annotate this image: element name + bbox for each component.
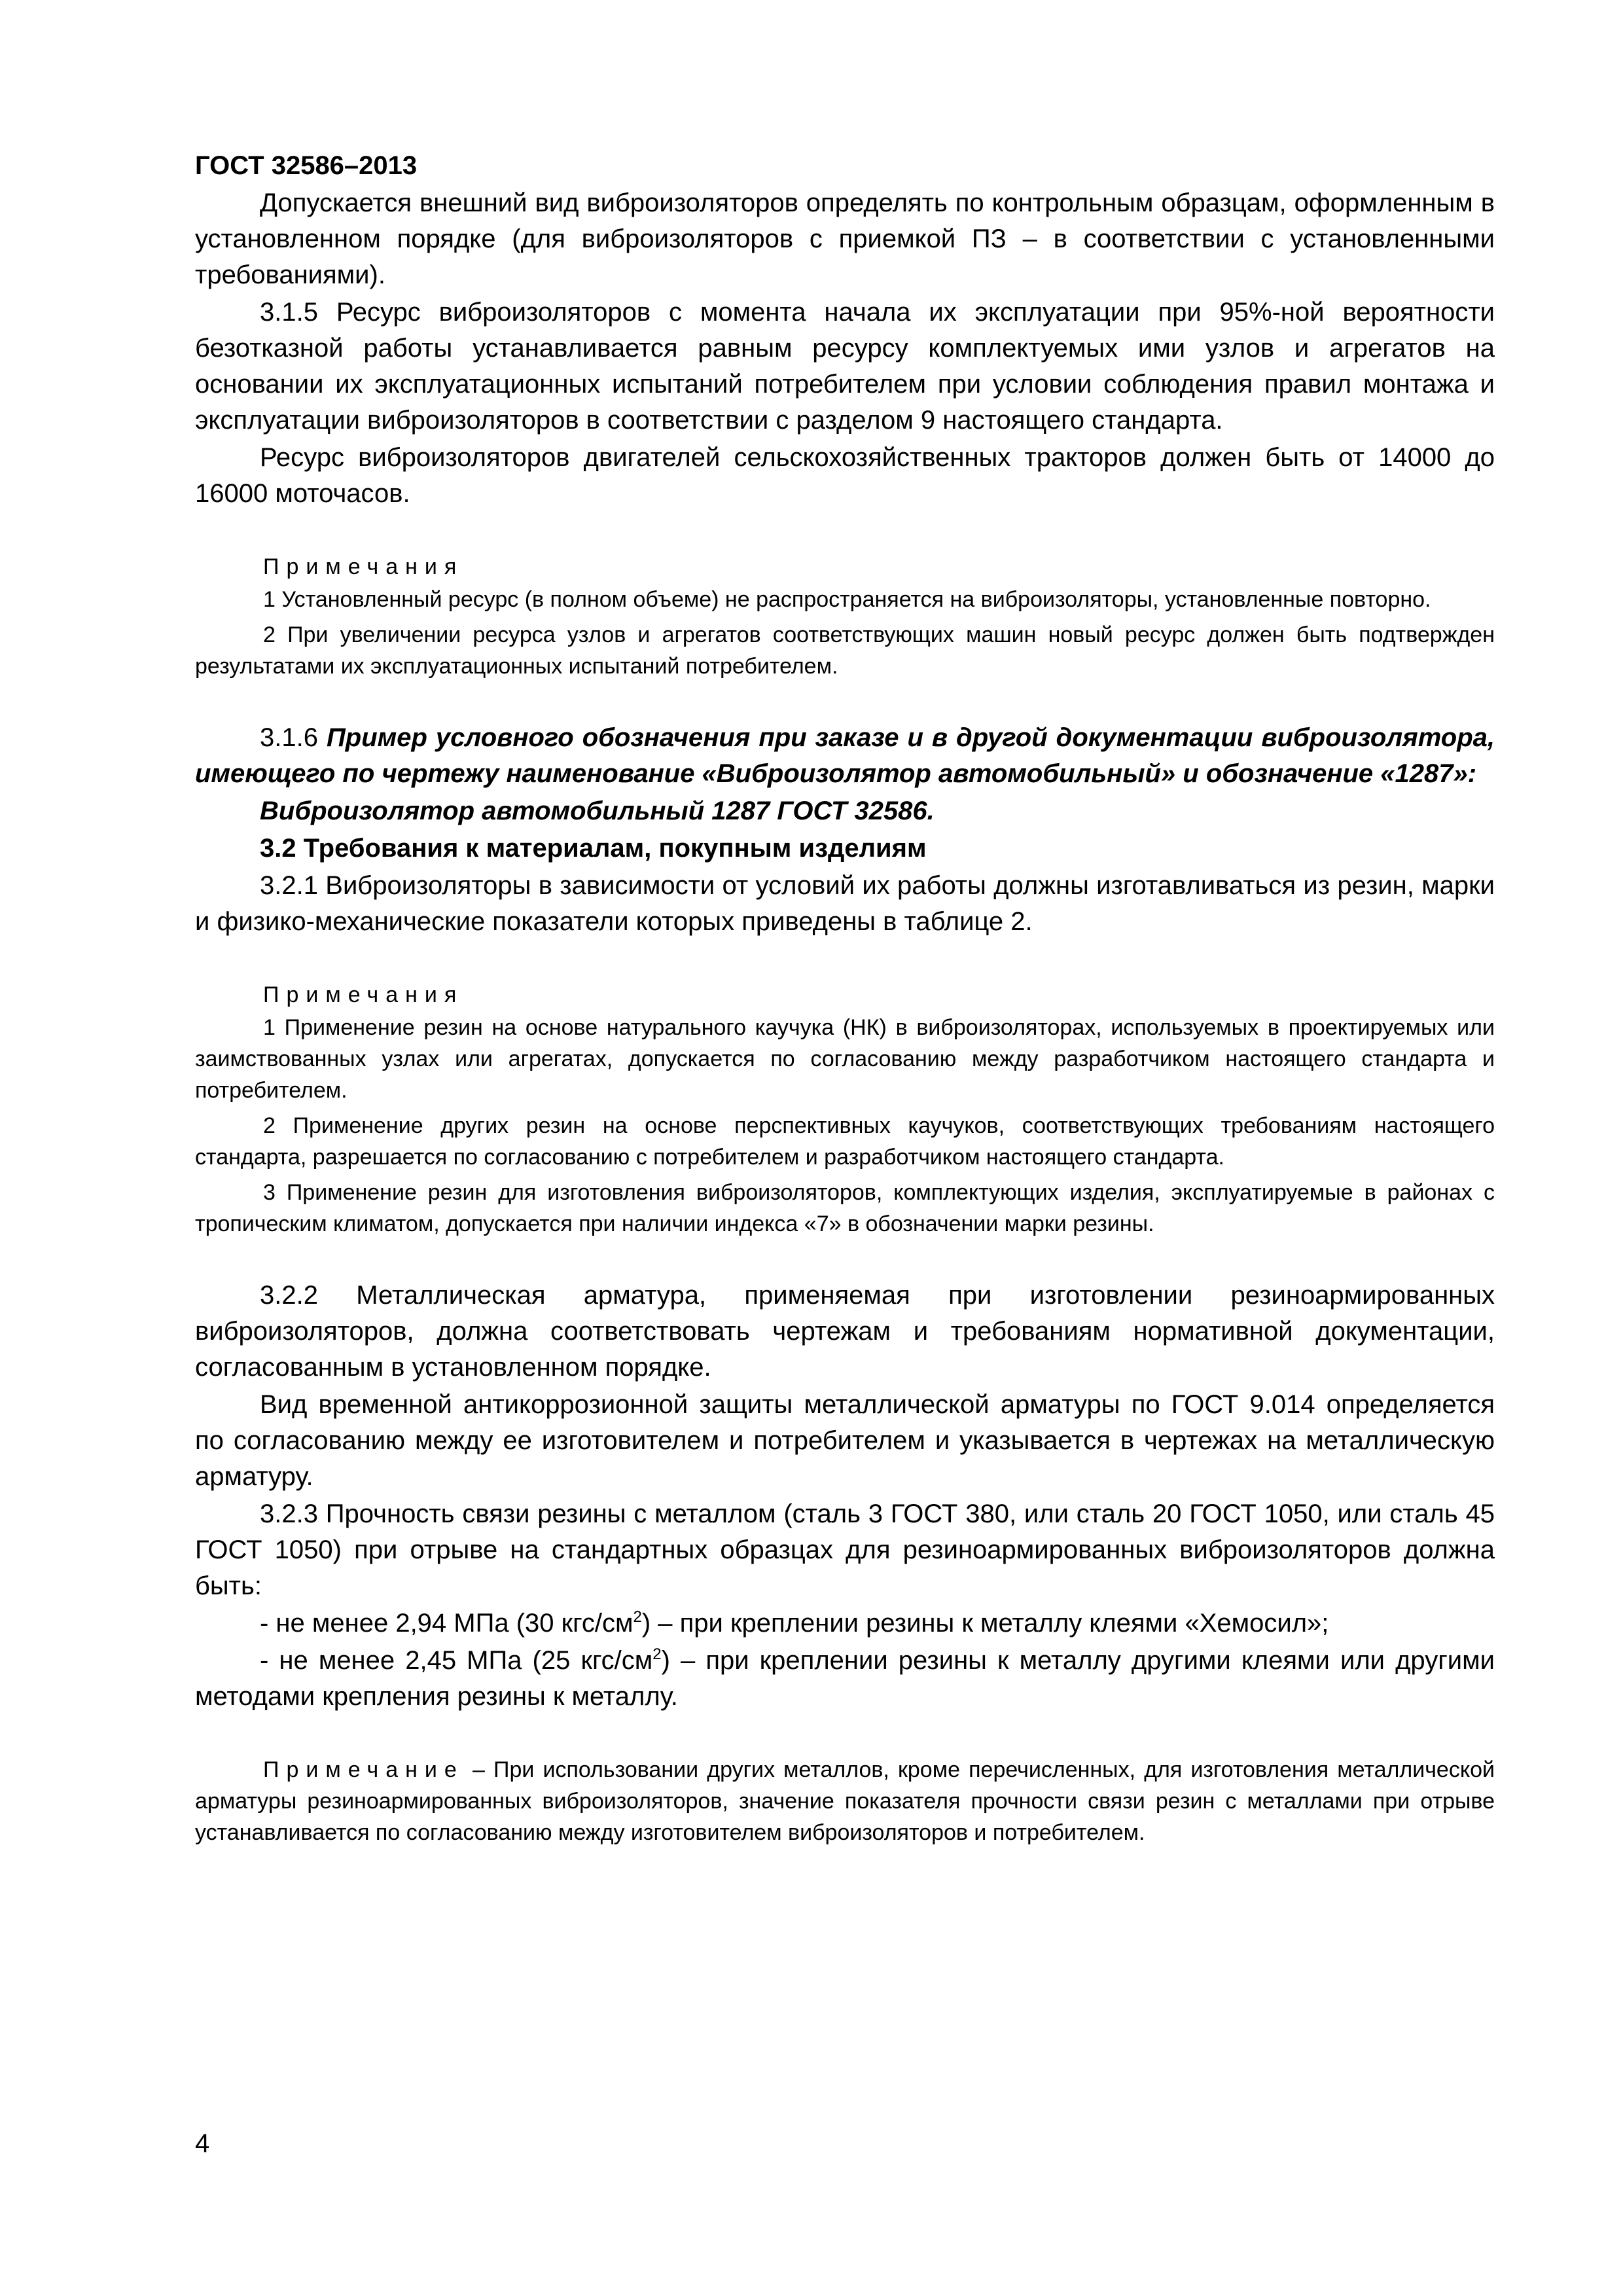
list-item-hemosil: - не менее 2,94 МПа (30 кгс/$см^2$) – при креплении резины к металлу клеями «Хемосил»; — [260, 1608, 1329, 1638]
document-body — [195, 185, 1495, 1886]
notes-block-3 — [195, 1754, 1495, 1848]
note-item: 2 При увеличении ресурса узлов и агрегатов соответствующих машин новый ресурс должен быть подтвержден результатами их эксплуатационных испытаний потребителем. — [195, 622, 1495, 679]
paragraph-3-2-1: 3.2.1 Виброизоляторы в зависимости от условий их работы должны изготавливаться из резин, марки и физико-механические показатели которых приведены в таблице 2. — [195, 871, 1495, 936]
paragraph-3-2-3: 3.2.3 Прочность связи резины с металлом (сталь 3 ГОСТ 380, или сталь 20 ГОСТ 1050, или сталь 45 ГОСТ 1050) при отрыве на стандартных образцах для резиноармированных виброизоляторов должна быть: — [195, 1499, 1495, 1600]
clause-number: 3.1.6 — [260, 723, 318, 752]
list-item-other-adhesives: - не менее 2,45 МПа (25 кгс/$см^2$) – при креплении резины к металлу другими клеями или другими методами крепления резины к металлу. — [195, 1645, 1495, 1711]
paragraph-corrosion-protection: Вид временной антикоррозионной защиты металлической арматуры по ГОСТ 9.014 определяется по согласованию между ее изготовителем и потребителем и указывается в чертежах на металлическую арматуру. — [195, 1390, 1495, 1491]
notes-block-2 — [195, 979, 1495, 1240]
notes-title: Примечания — [263, 982, 464, 1007]
paragraph-3-1-6 — [195, 720, 1495, 792]
note-item: 1 Применение резин на основе натурального каучука (НК) в виброизоляторах, используемых в проектируемых или заимствованных узлах или агрегатах, допускается по согласованию между разработчиком настоящего стандарта и потребителем. — [195, 1015, 1495, 1103]
note-item — [195, 1754, 1495, 1848]
paragraph-appearance: Допускается внешний вид виброизоляторов определять по контрольным образцам, оформленным в установленном порядке (для виброизоляторов с приемкой ПЗ – в соответствии с установленными требованиями). — [195, 188, 1495, 289]
note-item: 1 Установленный ресурс (в полном объеме) не распространяется на виброизоляторы, установленные повторно. — [263, 587, 1431, 612]
document-header: ГОСТ 32586–2013 — [195, 151, 418, 180]
designation-example: Виброизолятор автомобильный 1287 ГОСТ 32586. — [260, 797, 935, 825]
note-label: Примечание — [263, 1757, 464, 1782]
paragraph-tractor-resource: Ресурс виброизоляторов двигателей сельскохозяйственных тракторов должен быть от 14000 до 16000 моточасов. — [195, 443, 1495, 508]
notes-block-1 — [195, 551, 1495, 682]
note-text: – При использовании других металлов, кроме перечисленных, для изготовления металлической арматуры резиноармированных виброизоляторов, значение показателя прочности связи резин с металлами при отрыве устанавливается по согласованию между изготовителем виброизоляторов и потребителем. — [195, 1757, 1495, 1845]
note-item: 3 Применение резин для изготовления виброизоляторов, комплектующих изделия, эксплуатируемые в районах с тропическим климатом, допускается при наличии индекса «7» в обозначении марки резины. — [195, 1180, 1495, 1236]
note-item: 2 Применение других резин на основе перспективных каучуков, соответствующих требованиям настоящего стандарта, разрешается по согласованию с потребителем и разработчиком настоящего стандарта. — [195, 1113, 1495, 1170]
section-heading-3-2: 3.2 Требования к материалам, покупным изделиям — [260, 834, 927, 863]
paragraph-3-1-5: 3.1.5 Ресурс виброизоляторов с момента начала их эксплуатации при 95%-ной вероятности безотказной работы устанавливается равным ресурсу комплектуемых ими узлов и агрегатов на основании их эксплуатационных испытаний потребителем при условии соблюдения правил монтажа и эксплуатации виброизоляторов в соответствии с разделом 9 настоящего стандарта. — [195, 298, 1495, 435]
designation-example-text: Пример условного обозначения при заказе и в другой документации виброизолятора, имеющего по чертежу наименование «Виброизолятор автомобильный» и обозначение «1287»: — [195, 723, 1495, 788]
paragraph-3-2-2: 3.2.2 Металлическая арматура, применяемая при изготовлении резиноармированных виброизоляторов, должна соответствовать чертежам и требованиям нормативной документации, согласованным в установленном порядке. — [195, 1281, 1495, 1382]
page-number: 4 — [195, 2129, 210, 2158]
notes-title: Примечания — [263, 554, 464, 579]
